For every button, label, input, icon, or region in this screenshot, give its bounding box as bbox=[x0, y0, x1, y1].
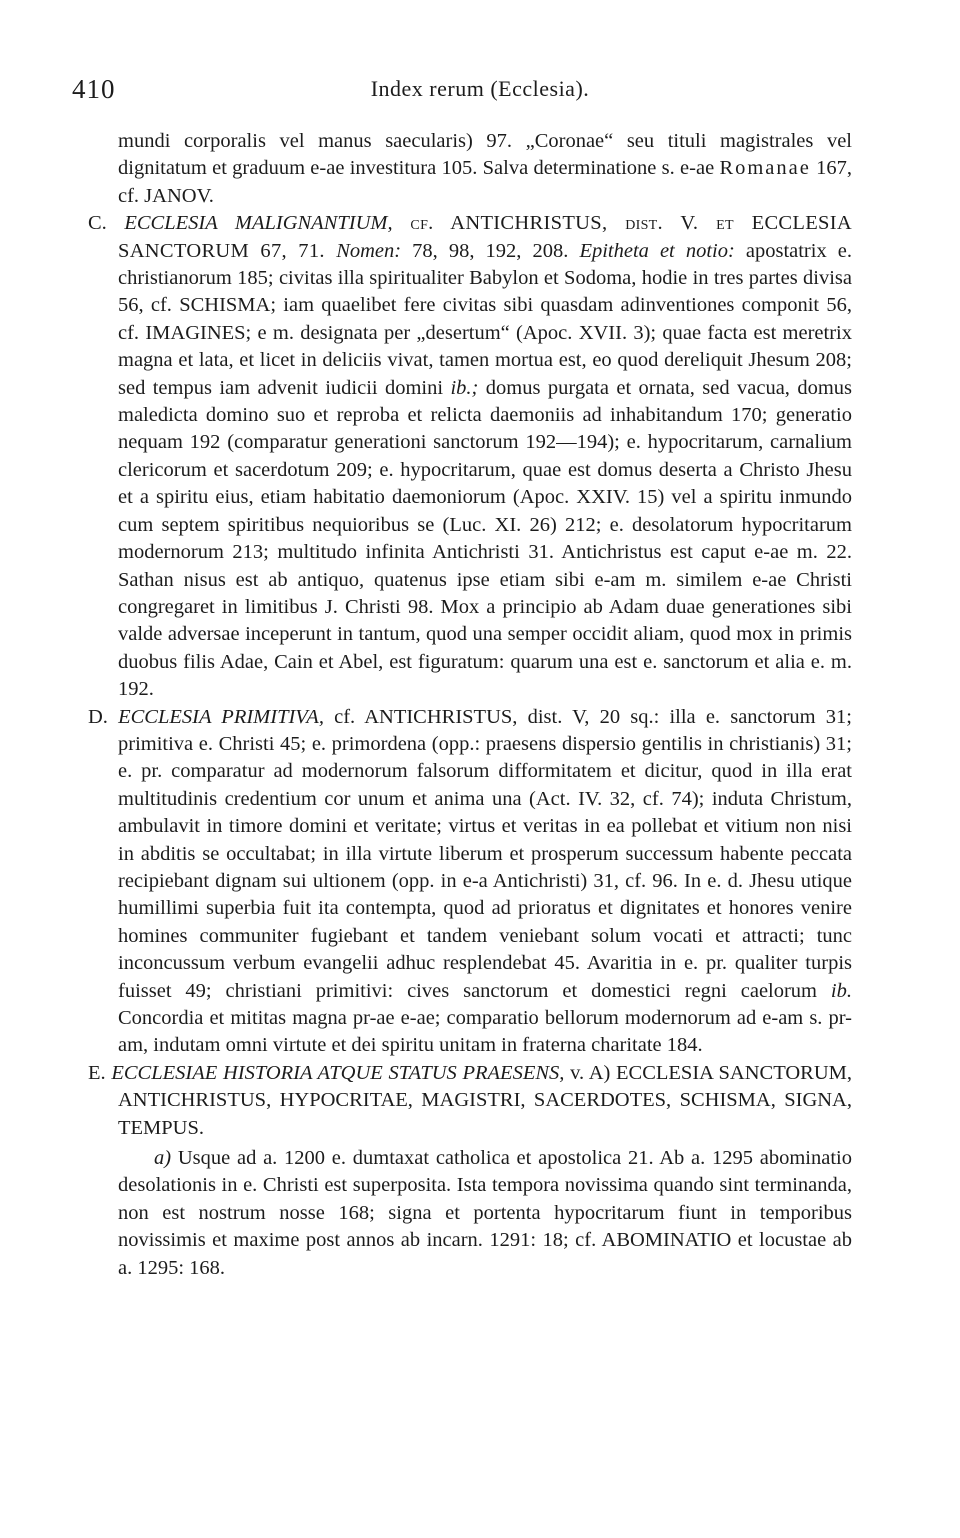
subsection-label: a) bbox=[154, 1147, 172, 1170]
continuation-paragraph: mundi corporalis vel manus saecularis) 97. „Coronae“ seu tituli magistrales vel dignitatum et graduum e-ae investitura 105. Salva determinatione s. e-ae Romanae 167, cf. JANOV. bbox=[118, 130, 853, 207]
spaced-word: Romanae bbox=[719, 157, 811, 180]
entry-c: C. ECCLESIA MALIGNANTIUM, cf. ANTICHRISTUS, dist. V. et ECCLESIA SANCTORUM 67, 71. Nomen: 78, 98, 192, 208. Epitheta et notio: apostatrix e. christianorum 185; civitas illa spiritualiter Babylon et Sodoma, hodie in tres partes divisa 56, cf. SCHISMA; iam quaelibet fere civitas sibi quasdam adinventiones componit 56, cf. IMAGINES; e m. designata per „desertum“ (Apoc. XVII. 3); quae facta est meretrix magna et lata, et licet in deliciis vivat, tamen mortua est, eo quod dereliquit Jhesum 208; sed tempus iam advenit iudicii domini ib.; domus purgata et ornata, sed vacua, domus maledicta domino suo et reproba et relicta daemoniis ad inhabitandum 170; generatio nequam 192 (comparatur generationi sanctorum 192—194); e. hypocritarum, carnalium clericorum et sacerdotum 209; e. hypocritarum, quae est domus deserta a Christo Jhesu et a spiritu eius, etiam habitatio daemoniorum (Apoc. XXIV. 15) vel a spiritu inmundo cum septem spiritibus nequioribus se (Luc. XI. 26) 212; e. desolatorum hypocritarum modernorum 213; multitudo infinita Antichristi 31. Antichristus est caput e-ae m. 22. Sathan nisus est ab antiquo, quatenus ipse etiam sibi e-am m. similem e-ae Christi congregaret in limitibus J. Christi 98. Mox a principio ab Adam duae generationes sibi valde adversae inceperunt in tantum, quod una semper occidit aliam, quod mox in primis duobus filis Adae, Cain et Abel, est figuratum: quarum una est e. sanctorum et alia e. m. 192. bbox=[88, 212, 853, 701]
ib-reference: ib. bbox=[830, 979, 852, 1002]
running-title: Index rerum (Ecclesia). bbox=[370, 76, 590, 101]
subsection-a: a) Usque ad a. 1200 e. dumtaxat catholica et apostolica 21. Ab a. 1295 abominatio desolationis in e. Christi est superposita. Ista tempora novissima quando sint terminanda, non est nostrum nosse 168; signa et portenta hypocritarum fiunt in temporibus novissimis et maxime post annos ab incarn. 1291: 18; cf. ABOMINATIO et locustae ab a. 1295: 168. bbox=[118, 1147, 852, 1279]
entry-heading: ECCLESIAE HISTORIA ATQUE STATUS PRAESENS, bbox=[111, 1061, 565, 1084]
entry-heading: ECCLESIA MALIGNANTIUM, bbox=[124, 212, 393, 235]
ib-reference: ib.; bbox=[450, 376, 479, 399]
entry-d: D. ECCLESIA PRIMITIVA, cf. ANTICHRISTUS, dist. V, 20 sq.: illa e. sanctorum 31; primitiva e. Christi 45; e. primordena (opp.: praesens dispersio gentilis in christianis) 31; e. pr. comparatur ad modernorum falsorum difformitatem et dicitur, quod in illa erat multitudinis credentium cor unum et anima una (Act. IV. 32, cf. 74); induta Christum, ambulavit in timore domini et veritate; virtus et veritas in ea pollebat et vitium non nisi in abditis se occultabat; in illa virtute liberum et prosperum successum habente peccata recipiebant dignam sui ultionem (opp. in e-a Antichristi) 31, cf. 96. In e. d. Jhesu utique humillimi superbia fuit ita contempta, quod ad prioratus et dignitates et honores venire homines communiter fugiebant et tandem veniebant solum vocati et attracti; tunc inconcussum verbum evangelii adhuc resplendebat 45. Avaritia in e. pr. qualiter turpis fuisset 49; christiani primitivi: cives sanctorum et domestici regni caelorum ib. Concordia et mititas magna pr-ae e-ae; comparatio bellorum modernorum ad e-am s. pr-am, indutam omni virtute et dei spiritu unitam in fraterna charitate 184. bbox=[88, 705, 852, 1057]
entry-letter: E. bbox=[88, 1061, 112, 1084]
entry-heading: ECCLESIA PRIMITIVA, bbox=[118, 705, 324, 728]
entry-letter: C. bbox=[88, 212, 125, 235]
subheading-nomen: Nomen: bbox=[336, 239, 402, 262]
index-text bbox=[88, 128, 853, 1282]
entry-letter: D. bbox=[88, 705, 119, 728]
entry-e: E. ECCLESIAE HISTORIA ATQUE STATUS PRAESENS, v. A) ECCLESIA SANCTORUM, ANTICHRISTUS, HYPOCRITAE, MAGISTRI, SACERDOTES, SCHISMA, SIGNA, TEMPUS. bbox=[88, 1061, 852, 1139]
subheading-epitheta: Epitheta et notio: bbox=[579, 239, 735, 262]
page-number: 410 bbox=[72, 74, 116, 104]
